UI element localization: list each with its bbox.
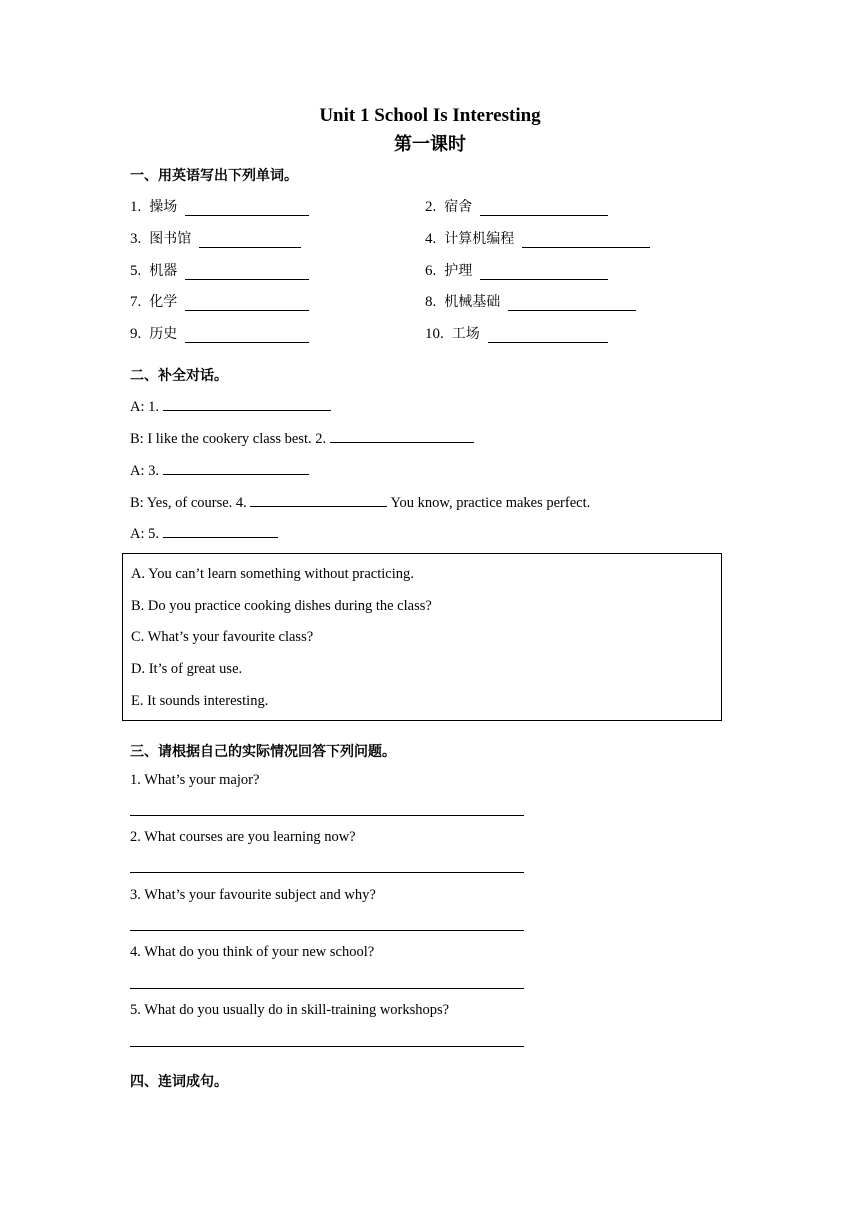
vocab-word: 机器 bbox=[149, 263, 178, 279]
vocab-item-8 bbox=[425, 291, 636, 311]
answer-blank[interactable] bbox=[508, 295, 636, 311]
vocab-number: 10. bbox=[425, 326, 444, 342]
vocab-number: 2. bbox=[425, 199, 437, 215]
vocab-item-4 bbox=[425, 228, 650, 248]
vocab-word: 护理 bbox=[444, 263, 473, 279]
option-b: B. Do you practice cooking dishes during the class? bbox=[131, 598, 432, 614]
dialogue-line-3 bbox=[130, 460, 309, 480]
vocab-item-3 bbox=[130, 228, 301, 248]
vocab-number: 8. bbox=[425, 294, 437, 310]
vocab-word: 图书馆 bbox=[149, 231, 192, 247]
answer-line-2[interactable] bbox=[130, 872, 524, 873]
answer-line-4[interactable] bbox=[130, 988, 524, 989]
page-title: Unit 1 School Is Interesting bbox=[319, 105, 541, 126]
vocab-item-1 bbox=[130, 196, 309, 216]
options-box bbox=[122, 553, 722, 721]
answer-blank[interactable] bbox=[185, 200, 309, 216]
vocab-item-2 bbox=[425, 196, 608, 216]
section1-heading: 一、用英语写出下列单词。 bbox=[130, 168, 298, 184]
section3-heading: 三、请根据自己的实际情况回答下列问题。 bbox=[130, 744, 396, 760]
option-d: D. It’s of great use. bbox=[131, 661, 243, 677]
question-3: 3. What’s your favourite subject and why? bbox=[130, 887, 376, 903]
dialogue-line-2 bbox=[130, 428, 474, 448]
answer-blank[interactable] bbox=[185, 295, 309, 311]
dialogue-line-4 bbox=[130, 492, 590, 512]
vocab-item-6 bbox=[425, 260, 608, 280]
section4-heading: 四、连词成句。 bbox=[130, 1074, 228, 1090]
vocab-number: 1. bbox=[130, 199, 142, 215]
vocab-number: 3. bbox=[130, 231, 142, 247]
vocab-word: 工场 bbox=[451, 326, 480, 342]
answer-blank[interactable] bbox=[185, 327, 309, 343]
vocab-word: 机械基础 bbox=[444, 294, 501, 310]
answer-blank[interactable] bbox=[522, 232, 650, 248]
vocab-item-10 bbox=[425, 323, 608, 343]
vocab-number: 5. bbox=[130, 263, 142, 279]
dialogue-blank[interactable] bbox=[163, 396, 331, 411]
vocab-number: 4. bbox=[425, 231, 437, 247]
answer-blank[interactable] bbox=[480, 200, 608, 216]
dialogue-text-after: You know, practice makes perfect. bbox=[387, 495, 591, 511]
question-1: 1. What’s your major? bbox=[130, 772, 260, 788]
dialogue-text: A: 5. bbox=[130, 526, 163, 542]
vocab-number: 6. bbox=[425, 263, 437, 279]
option-a: A. You can’t learn something without practicing. bbox=[131, 566, 414, 582]
vocab-word: 历史 bbox=[149, 326, 178, 342]
answer-blank[interactable] bbox=[488, 327, 608, 343]
vocab-item-5 bbox=[130, 260, 309, 280]
dialogue-blank[interactable] bbox=[250, 492, 387, 507]
page-subtitle: 第一课时 bbox=[394, 134, 466, 155]
option-e: E. It sounds interesting. bbox=[131, 693, 269, 709]
dialogue-line-5 bbox=[130, 523, 278, 543]
option-c: C. What’s your favourite class? bbox=[131, 629, 314, 645]
vocab-number: 9. bbox=[130, 326, 142, 342]
vocab-item-9 bbox=[130, 323, 309, 343]
answer-line-5[interactable] bbox=[130, 1046, 524, 1047]
question-4: 4. What do you think of your new school? bbox=[130, 944, 375, 960]
answer-line-3[interactable] bbox=[130, 930, 524, 931]
answer-blank[interactable] bbox=[185, 264, 309, 280]
answer-blank[interactable] bbox=[199, 232, 301, 248]
vocab-word: 计算机编程 bbox=[444, 231, 515, 247]
dialogue-blank[interactable] bbox=[163, 523, 278, 538]
dialogue-line-1 bbox=[130, 396, 331, 416]
answer-line-1[interactable] bbox=[130, 815, 524, 816]
vocab-number: 7. bbox=[130, 294, 142, 310]
vocab-word: 操场 bbox=[149, 199, 178, 215]
dialogue-text: B: Yes, of course. 4. bbox=[130, 495, 251, 511]
question-2: 2. What courses are you learning now? bbox=[130, 829, 356, 845]
answer-blank[interactable] bbox=[480, 264, 608, 280]
section2-heading: 二、补全对话。 bbox=[130, 368, 228, 384]
vocab-word: 宿舍 bbox=[444, 199, 473, 215]
vocab-word: 化学 bbox=[149, 294, 178, 310]
dialogue-blank[interactable] bbox=[330, 428, 474, 443]
dialogue-text: A: 1. bbox=[130, 399, 163, 415]
dialogue-text: B: I like the cookery class best. 2. bbox=[130, 431, 330, 447]
vocab-item-7 bbox=[130, 291, 309, 311]
question-5: 5. What do you usually do in skill-training workshops? bbox=[130, 1002, 450, 1018]
dialogue-blank[interactable] bbox=[163, 460, 309, 475]
dialogue-text: A: 3. bbox=[130, 463, 163, 479]
